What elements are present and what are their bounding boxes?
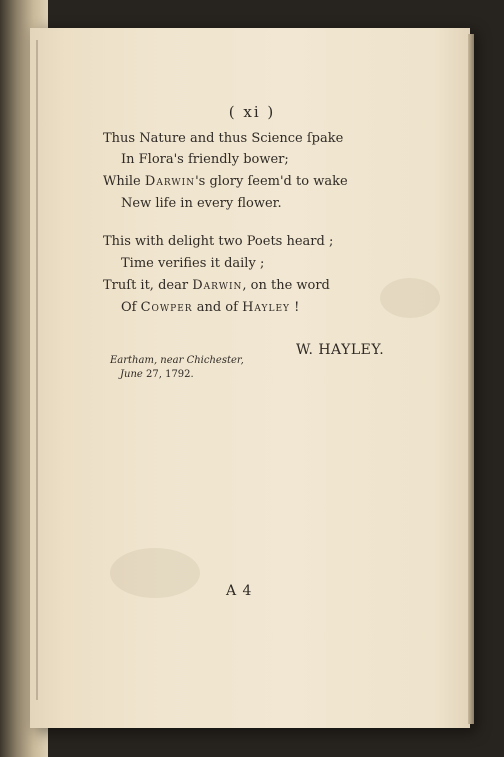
poem-line-text: Time verifies it daily ;	[121, 256, 265, 271]
name-darwin: Darwin	[144, 174, 196, 189]
dateline-month: June	[120, 369, 143, 380]
name-hayley: Hayley	[242, 300, 290, 315]
paper-stain	[110, 548, 200, 598]
poem-line-text: Thus Nature and thus Science ſpake	[103, 131, 344, 146]
dateline-day-year: 27, 1792.	[146, 369, 194, 380]
poem-line-text: and of	[192, 300, 243, 315]
poem-line	[121, 256, 264, 271]
poem-line	[103, 234, 333, 249]
poem-line	[103, 174, 348, 189]
poem-line-text: While	[103, 174, 145, 189]
poem-line	[121, 152, 289, 167]
poem-line-text: New life in every flower.	[121, 196, 282, 211]
poem-line-text: In Flora's friendly bower;	[121, 152, 289, 167]
poem-line-text: , on the word	[242, 278, 330, 293]
poem-line	[121, 300, 299, 315]
name-darwin: Darwin	[192, 278, 243, 293]
poem-line-text: 's glory ſeem'd to wake	[195, 174, 348, 189]
printer-signature-mark: A 4	[226, 583, 253, 599]
paper-stain	[380, 278, 440, 318]
poem-line	[103, 131, 343, 146]
gutter-shadow	[36, 40, 38, 700]
poem-line	[103, 278, 330, 293]
author-signature: W. HAYLEY.	[296, 342, 385, 358]
poem-line-text: This with delight two Poets heard ;	[103, 234, 334, 249]
poem-line-text: Truſt it, dear	[103, 278, 193, 293]
poem-line-text: !	[289, 300, 300, 315]
page-edge	[468, 34, 474, 724]
dateline-date	[120, 369, 194, 380]
poem-line	[121, 196, 282, 211]
dateline-place: Eartham, near Chichester,	[110, 355, 244, 366]
poem-line-text: Of	[121, 300, 141, 315]
name-cowper: Cowper	[140, 300, 193, 315]
page-number-header: ( xi )	[228, 103, 276, 121]
